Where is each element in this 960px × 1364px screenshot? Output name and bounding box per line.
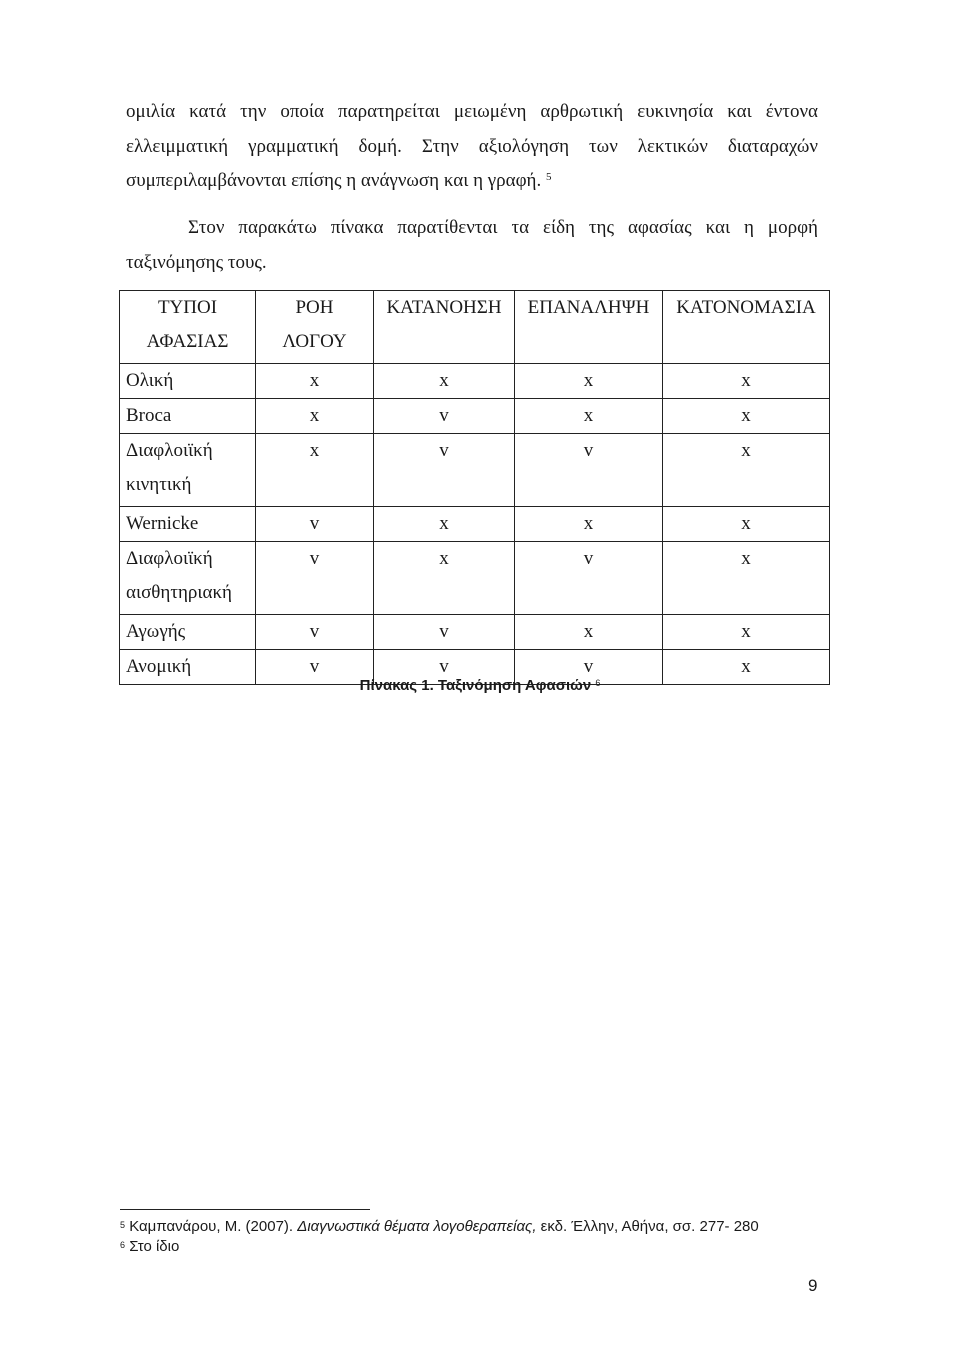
comprehension-cell: v	[374, 434, 515, 507]
text-line: ελλειμματική γραμματική δομή. Στην αξιολόγηση των λεκτικών διαταραχών	[126, 135, 818, 157]
naming-cell: x	[663, 364, 830, 399]
table-row	[120, 615, 830, 650]
footnote-number: 6	[120, 1240, 126, 1250]
header-aphasia-types: ΤΥΠΟΙ ΑΦΑΣΙΑΣ	[120, 291, 256, 364]
naming-cell: x	[663, 434, 830, 507]
footnote-6	[120, 1237, 759, 1257]
repetition-cell: v	[515, 650, 663, 685]
table-caption	[0, 676, 960, 696]
table-header-row	[120, 291, 830, 364]
aphasia-type-cell: Διαφλοιϊκή αισθητηριακή	[120, 542, 256, 615]
naming-cell: x	[663, 615, 830, 650]
aphasia-type-cell: Wernicke	[120, 507, 256, 542]
text-line	[126, 164, 818, 199]
fluency-cell: v	[256, 615, 374, 650]
footnote-publisher: εκδ. Έλλην, Αθήνα, σσ. 277- 280	[540, 1218, 759, 1235]
paragraph-table-intro	[126, 211, 818, 280]
repetition-cell: v	[515, 542, 663, 615]
aphasia-type-cell: Ολική	[120, 364, 256, 399]
text-line: ομιλία κατά την οποία παρατηρείται μειωμένη αρθρωτική ευκινησία και έντονα	[126, 101, 818, 122]
text-line: ταξινόμησης τους.	[126, 251, 267, 273]
text-line: Στον παρακάτω πίνακα παρατίθενται τα είδη της αφασίας και η μορφή	[188, 217, 818, 238]
comprehension-cell: v	[374, 650, 515, 685]
paragraph-aphasia-description	[126, 95, 818, 199]
repetition-cell: v	[515, 434, 663, 507]
aphasia-type-cell: Ανομική	[120, 650, 256, 685]
footnotes	[120, 1217, 759, 1257]
aphasia-type-cell: Αγωγής	[120, 615, 256, 650]
footnote-author: Καμπανάρου, Μ. (2007).	[129, 1218, 294, 1235]
footnote-reference[interactable]: 5	[546, 171, 552, 183]
header-repetition: ΕΠΑΝΑΛΗΨΗ	[515, 291, 663, 364]
comprehension-cell: x	[374, 507, 515, 542]
fluency-cell: x	[256, 434, 374, 507]
table-row	[120, 434, 830, 507]
table-row	[120, 364, 830, 399]
caption-text: Πίνακας 1. Ταξινόμηση Αφασιών	[359, 677, 592, 694]
footnote-number: 5	[120, 1220, 126, 1230]
fluency-cell: x	[256, 399, 374, 434]
text-line-content: συμπεριλαμβάνονται επίσης η ανάγνωση και η γραφή.	[126, 170, 542, 191]
header-naming: ΚΑΤΟΝΟΜΑΣΙΑ	[663, 291, 830, 364]
comprehension-cell: v	[374, 615, 515, 650]
header-comprehension: ΚΑΤΑΝΟΗΣΗ	[374, 291, 515, 364]
naming-cell: x	[663, 507, 830, 542]
footnote-reference[interactable]: 6	[595, 678, 601, 688]
naming-cell: x	[663, 399, 830, 434]
aphasia-type-cell: Broca	[120, 399, 256, 434]
comprehension-cell: v	[374, 399, 515, 434]
fluency-cell: v	[256, 542, 374, 615]
repetition-cell: x	[515, 364, 663, 399]
page-number: 9	[808, 1276, 818, 1295]
comprehension-cell: x	[374, 364, 515, 399]
fluency-cell: v	[256, 650, 374, 685]
repetition-cell: x	[515, 399, 663, 434]
fluency-cell: v	[256, 507, 374, 542]
footnote-divider	[120, 1209, 370, 1210]
naming-cell: x	[663, 650, 830, 685]
aphasia-classification-table	[119, 290, 830, 685]
table-row	[120, 507, 830, 542]
naming-cell: x	[663, 542, 830, 615]
footnote-text: Στο ίδιο	[129, 1238, 180, 1255]
table-row	[120, 399, 830, 434]
footnote-5	[120, 1217, 759, 1237]
repetition-cell: x	[515, 615, 663, 650]
header-speech-fluency: ΡΟΗ ΛΟΓΟΥ	[256, 291, 374, 364]
fluency-cell: x	[256, 364, 374, 399]
table-row	[120, 542, 830, 615]
repetition-cell: x	[515, 507, 663, 542]
footnote-title: Διαγνωστικά θέματα λογοθεραπείας,	[297, 1218, 537, 1235]
comprehension-cell: x	[374, 542, 515, 615]
aphasia-type-cell: Διαφλοιϊκή κινητική	[120, 434, 256, 507]
